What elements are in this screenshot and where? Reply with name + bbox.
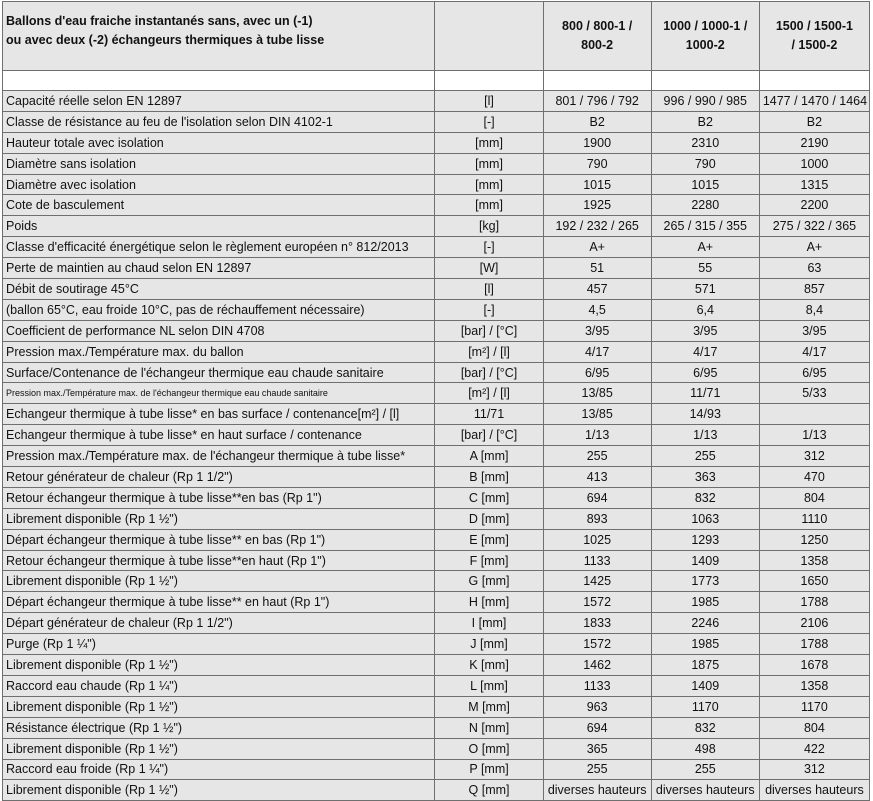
row-unit: P [mm] <box>435 759 543 780</box>
model-1000-line-2: 1000-2 <box>685 38 725 52</box>
model-800-line-1: 800 / 800-1 / <box>562 19 633 33</box>
value-1000: A+ <box>651 237 759 258</box>
row-unit: [mm] <box>435 174 543 195</box>
row-label: Librement disponible (Rp 1 ½") <box>3 738 435 759</box>
value-1500: 5/33 <box>759 383 869 404</box>
row-unit: J [mm] <box>435 634 543 655</box>
row-unit: K [mm] <box>435 655 543 676</box>
value-1000: 3/95 <box>651 320 759 341</box>
table-row <box>3 717 870 738</box>
value-1500: 1110 <box>759 508 869 529</box>
row-label: Surface/Contenance de l'échangeur thermique eau chaude sanitaire <box>3 362 435 383</box>
row-unit: [l] <box>435 279 543 300</box>
value-1500: 804 <box>759 717 869 738</box>
value-1500: 1650 <box>759 571 869 592</box>
row-label: Cote de basculement <box>3 195 435 216</box>
row-unit: [m²] / [l] <box>435 341 543 362</box>
row-label: Retour échangeur thermique à tube lisse**en bas (Rp 1") <box>3 487 435 508</box>
value-1000: 1063 <box>651 508 759 529</box>
value-800: 3/95 <box>543 320 651 341</box>
value-800: 6/95 <box>543 362 651 383</box>
table-row <box>3 780 870 801</box>
title-line-2: ou avec deux (-2) échangeurs thermiques à tube lisse <box>6 33 325 47</box>
value-800: 413 <box>543 467 651 488</box>
value-800: 51 <box>543 258 651 279</box>
model-800-line-2: 800-2 <box>581 38 614 52</box>
row-unit: Q [mm] <box>435 780 543 801</box>
table-row <box>3 383 870 404</box>
row-label: Classe de résistance au feu de l'isolation selon DIN 4102-1 <box>3 111 435 132</box>
row-unit: G [mm] <box>435 571 543 592</box>
value-800: 4,5 <box>543 299 651 320</box>
spacer-cell <box>759 71 869 91</box>
value-1000: 55 <box>651 258 759 279</box>
value-800: 963 <box>543 696 651 717</box>
model-header-1000 <box>651 2 759 71</box>
row-unit: B [mm] <box>435 467 543 488</box>
table-row <box>3 132 870 153</box>
value-1500: A+ <box>759 237 869 258</box>
row-label: (ballon 65°C, eau froide 10°C, pas de réchauffement nécessaire) <box>3 299 435 320</box>
value-1500 <box>759 404 869 425</box>
value-1500: 470 <box>759 467 869 488</box>
row-label: Librement disponible (Rp 1 ½") <box>3 780 435 801</box>
value-1500: 1/13 <box>759 425 869 446</box>
table-row <box>3 404 870 425</box>
row-label: Diamètre sans isolation <box>3 153 435 174</box>
value-800: 1572 <box>543 592 651 613</box>
row-label: Librement disponible (Rp 1 ½") <box>3 571 435 592</box>
row-unit: [mm] <box>435 153 543 174</box>
row-label: Librement disponible (Rp 1 ½") <box>3 508 435 529</box>
value-1000: 996 / 990 / 985 <box>651 91 759 112</box>
value-1500: 2190 <box>759 132 869 153</box>
table-row <box>3 153 870 174</box>
value-1000: 1773 <box>651 571 759 592</box>
value-1500: 1358 <box>759 550 869 571</box>
row-unit: [-] <box>435 299 543 320</box>
row-unit: A [mm] <box>435 446 543 467</box>
row-label: Purge (Rp 1 ¼") <box>3 634 435 655</box>
row-label: Retour générateur de chaleur (Rp 1 1/2") <box>3 467 435 488</box>
row-unit: [W] <box>435 258 543 279</box>
value-1000: 832 <box>651 487 759 508</box>
value-1000: 255 <box>651 759 759 780</box>
row-unit: [bar] / [°C] <box>435 425 543 446</box>
value-800: A+ <box>543 237 651 258</box>
row-label: Echangeur thermique à tube lisse* en bas surface / contenance[m²] / [l] <box>3 404 435 425</box>
table-row <box>3 425 870 446</box>
row-label: Poids <box>3 216 435 237</box>
value-800: 1925 <box>543 195 651 216</box>
row-label: Retour échangeur thermique à tube lisse**en haut (Rp 1") <box>3 550 435 571</box>
value-1000: 498 <box>651 738 759 759</box>
value-1000: 14/93 <box>651 404 759 425</box>
value-800: 1462 <box>543 655 651 676</box>
row-label: Pression max./Température max. du ballon <box>3 341 435 362</box>
table-row <box>3 592 870 613</box>
value-1000: 255 <box>651 446 759 467</box>
table-row <box>3 320 870 341</box>
row-unit: [mm] <box>435 195 543 216</box>
value-1000: 1409 <box>651 675 759 696</box>
value-800: 13/85 <box>543 383 651 404</box>
value-1000: 1875 <box>651 655 759 676</box>
row-label: Pression max./Température max. de l'échangeur thermique eau chaude sanitaire <box>3 383 435 404</box>
value-800: 1572 <box>543 634 651 655</box>
value-1500: 3/95 <box>759 320 869 341</box>
value-1500: 8,4 <box>759 299 869 320</box>
value-1000: 1985 <box>651 592 759 613</box>
table-row <box>3 341 870 362</box>
row-unit: D [mm] <box>435 508 543 529</box>
value-1000: 6,4 <box>651 299 759 320</box>
value-800: 694 <box>543 487 651 508</box>
value-1500: 1315 <box>759 174 869 195</box>
row-unit: [bar] / [°C] <box>435 362 543 383</box>
value-1000: 363 <box>651 467 759 488</box>
row-unit: H [mm] <box>435 592 543 613</box>
value-800: 694 <box>543 717 651 738</box>
table-row <box>3 613 870 634</box>
model-1000-line-1: 1000 / 1000-1 / <box>663 19 748 33</box>
row-unit: E [mm] <box>435 529 543 550</box>
row-label: Echangeur thermique à tube lisse* en haut surface / contenance <box>3 425 435 446</box>
row-unit: [-] <box>435 237 543 258</box>
value-1000: diverses hauteurs <box>651 780 759 801</box>
value-1000: 2310 <box>651 132 759 153</box>
spacer-cell <box>435 71 543 91</box>
value-1000: 4/17 <box>651 341 759 362</box>
table-row <box>3 634 870 655</box>
row-label: Raccord eau froide (Rp 1 ¼") <box>3 759 435 780</box>
value-800: 790 <box>543 153 651 174</box>
value-1500: 4/17 <box>759 341 869 362</box>
value-800: 1425 <box>543 571 651 592</box>
value-1500: B2 <box>759 111 869 132</box>
table-row <box>3 216 870 237</box>
value-1000: 6/95 <box>651 362 759 383</box>
table-row <box>3 362 870 383</box>
table-row <box>3 571 870 592</box>
value-1000: 1/13 <box>651 425 759 446</box>
row-label: Perte de maintien au chaud selon EN 12897 <box>3 258 435 279</box>
value-800: 1900 <box>543 132 651 153</box>
row-label: Hauteur totale avec isolation <box>3 132 435 153</box>
row-unit: F [mm] <box>435 550 543 571</box>
value-1500: 312 <box>759 759 869 780</box>
spacer-cell <box>3 71 435 91</box>
model-header-1500 <box>759 2 869 71</box>
row-unit: M [mm] <box>435 696 543 717</box>
spacer-cell <box>651 71 759 91</box>
value-800: 893 <box>543 508 651 529</box>
row-label: Départ échangeur thermique à tube lisse** en haut (Rp 1") <box>3 592 435 613</box>
row-label: Librement disponible (Rp 1 ½") <box>3 655 435 676</box>
value-1500: 312 <box>759 446 869 467</box>
row-unit: [bar] / [°C] <box>435 320 543 341</box>
value-800: 1025 <box>543 529 651 550</box>
value-1500: 1678 <box>759 655 869 676</box>
row-unit: O [mm] <box>435 738 543 759</box>
value-800: 457 <box>543 279 651 300</box>
row-unit: [kg] <box>435 216 543 237</box>
value-1000: 1170 <box>651 696 759 717</box>
value-1500: 804 <box>759 487 869 508</box>
value-1500: 1250 <box>759 529 869 550</box>
value-800: 1133 <box>543 550 651 571</box>
value-1500: 422 <box>759 738 869 759</box>
model-1500-line-1: 1500 / 1500-1 <box>775 19 853 33</box>
value-1000: 2246 <box>651 613 759 634</box>
table-row <box>3 487 870 508</box>
spec-table <box>2 1 870 801</box>
value-800: 4/17 <box>543 341 651 362</box>
value-1000: 1015 <box>651 174 759 195</box>
value-1500: 275 / 322 / 365 <box>759 216 869 237</box>
table-row <box>3 258 870 279</box>
spacer-cell <box>543 71 651 91</box>
table-row <box>3 195 870 216</box>
value-800: 365 <box>543 738 651 759</box>
model-header-800 <box>543 2 651 71</box>
table-row <box>3 279 870 300</box>
value-1000: 832 <box>651 717 759 738</box>
value-800: 1/13 <box>543 425 651 446</box>
value-1500: diverses hauteurs <box>759 780 869 801</box>
value-1000: 571 <box>651 279 759 300</box>
row-unit: L [mm] <box>435 675 543 696</box>
table-row <box>3 675 870 696</box>
row-label: Librement disponible (Rp 1 ½") <box>3 696 435 717</box>
row-label: Raccord eau chaude (Rp 1 ¼") <box>3 675 435 696</box>
row-label: Départ générateur de chaleur (Rp 1 1/2") <box>3 613 435 634</box>
value-1500: 6/95 <box>759 362 869 383</box>
header-row <box>3 2 870 71</box>
value-1000: 2280 <box>651 195 759 216</box>
value-800: 13/85 <box>543 404 651 425</box>
value-1500: 2106 <box>759 613 869 634</box>
table-row <box>3 550 870 571</box>
row-label: Capacité réelle selon EN 12897 <box>3 91 435 112</box>
title-line-1: Ballons d'eau fraiche instantanés sans, avec un (-1) <box>6 14 313 28</box>
row-label: Coefficient de performance NL selon DIN 4708 <box>3 320 435 341</box>
unit-header <box>435 2 543 71</box>
value-1500: 1788 <box>759 592 869 613</box>
value-1500: 1000 <box>759 153 869 174</box>
row-label: Débit de soutirage 45°C <box>3 279 435 300</box>
row-label: Résistance électrique (Rp 1 ½") <box>3 717 435 738</box>
value-800: diverses hauteurs <box>543 780 651 801</box>
row-label: Diamètre avec isolation <box>3 174 435 195</box>
table-row <box>3 738 870 759</box>
value-1500: 1170 <box>759 696 869 717</box>
table-row <box>3 111 870 132</box>
value-1500: 857 <box>759 279 869 300</box>
value-800: 1133 <box>543 675 651 696</box>
value-1500: 63 <box>759 258 869 279</box>
value-1000: 1985 <box>651 634 759 655</box>
value-1500: 2200 <box>759 195 869 216</box>
table-row <box>3 529 870 550</box>
value-800: 1015 <box>543 174 651 195</box>
model-1500-line-2: / 1500-2 <box>791 38 838 52</box>
table-row <box>3 91 870 112</box>
row-unit: C [mm] <box>435 487 543 508</box>
row-unit: N [mm] <box>435 717 543 738</box>
table-title <box>3 2 435 71</box>
row-unit: I [mm] <box>435 613 543 634</box>
row-label: Pression max./Température max. de l'échangeur thermique à tube lisse* <box>3 446 435 467</box>
table-row <box>3 174 870 195</box>
value-1000: 11/71 <box>651 383 759 404</box>
spacer-row <box>3 71 870 91</box>
value-1000: 790 <box>651 153 759 174</box>
table-row <box>3 237 870 258</box>
table-row <box>3 467 870 488</box>
table-row <box>3 299 870 320</box>
value-1500: 1477 / 1470 / 1464 <box>759 91 869 112</box>
value-800: 801 / 796 / 792 <box>543 91 651 112</box>
row-unit: [-] <box>435 111 543 132</box>
table-row <box>3 508 870 529</box>
table-row <box>3 655 870 676</box>
value-1500: 1788 <box>759 634 869 655</box>
row-unit: 11/71 <box>435 404 543 425</box>
value-1000: 265 / 315 / 355 <box>651 216 759 237</box>
row-unit: [l] <box>435 91 543 112</box>
value-800: B2 <box>543 111 651 132</box>
table-row <box>3 759 870 780</box>
value-1000: 1293 <box>651 529 759 550</box>
row-unit: [mm] <box>435 132 543 153</box>
value-800: 255 <box>543 759 651 780</box>
row-unit: [m²] / [l] <box>435 383 543 404</box>
row-label: Classe d'efficacité énergétique selon le règlement européen n° 812/2013 <box>3 237 435 258</box>
table-row <box>3 696 870 717</box>
value-800: 1833 <box>543 613 651 634</box>
table-row <box>3 446 870 467</box>
value-800: 255 <box>543 446 651 467</box>
value-1500: 1358 <box>759 675 869 696</box>
value-800: 192 / 232 / 265 <box>543 216 651 237</box>
value-1000: 1409 <box>651 550 759 571</box>
row-label: Départ échangeur thermique à tube lisse** en bas (Rp 1") <box>3 529 435 550</box>
value-1000: B2 <box>651 111 759 132</box>
